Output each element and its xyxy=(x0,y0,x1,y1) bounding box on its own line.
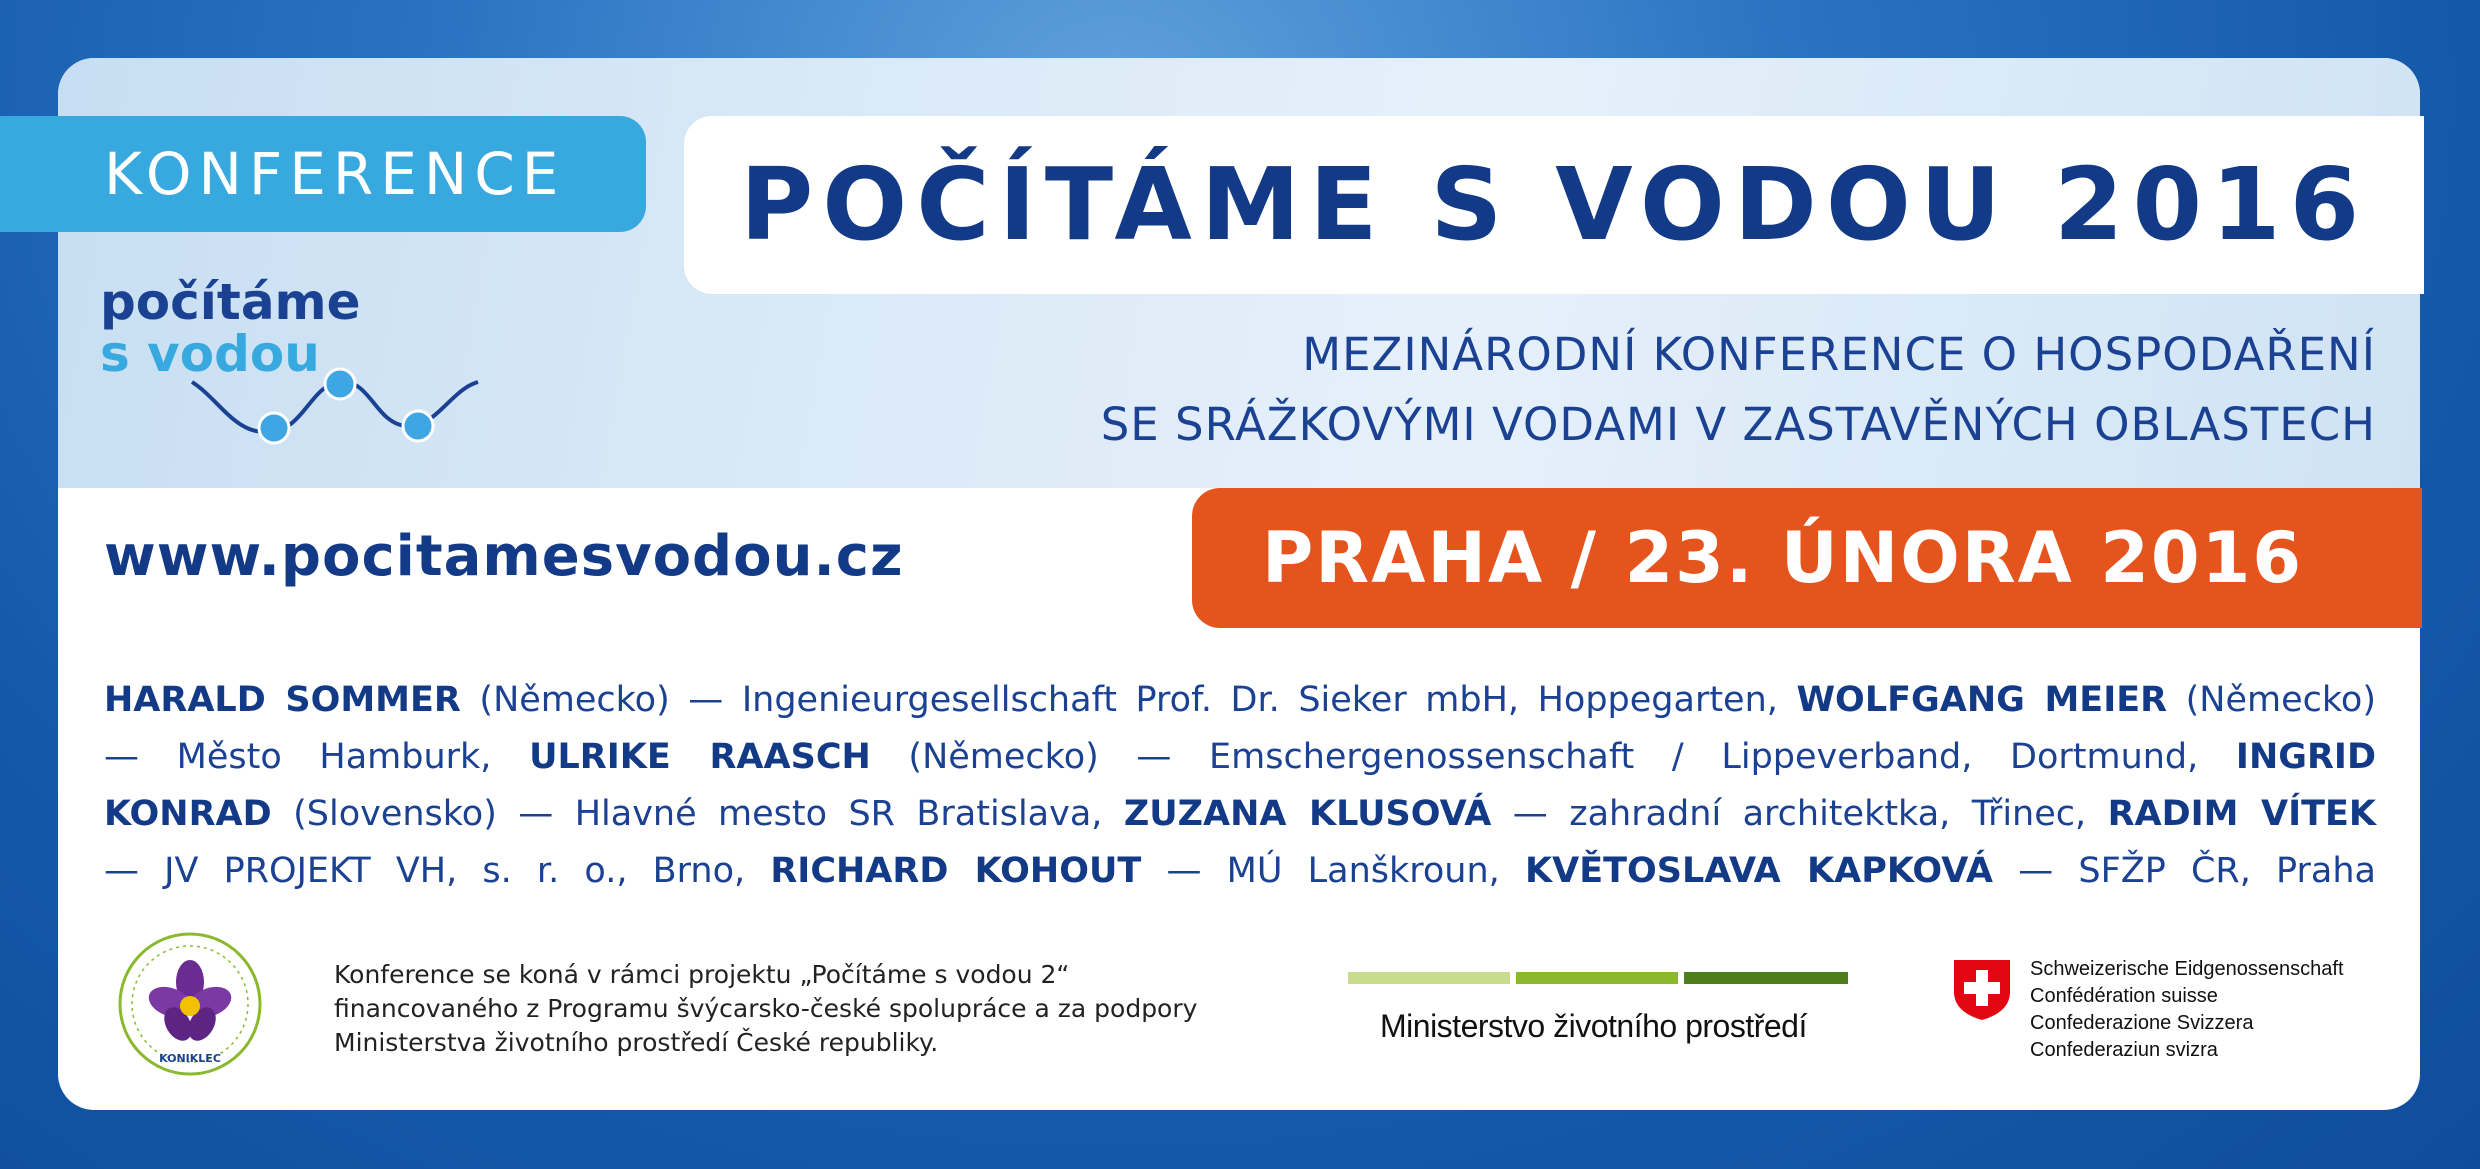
speaker-detail: — JV PROJEKT VH, s. r. o., Brno, xyxy=(104,851,771,891)
subtitle-line1: MEZINÁRODNÍ KONFERENCE O HOSPODAŘENÍ xyxy=(1302,328,2376,381)
speaker-detail: — Město Hamburk, xyxy=(104,737,530,777)
speaker-name: KONRAD xyxy=(104,794,272,834)
ministry-bar-light xyxy=(1348,972,1510,984)
speaker-name: HARALD SOMMER xyxy=(104,680,461,720)
ministry-name: Ministerstvo životního prostředí xyxy=(1380,1008,1807,1044)
swiss-line: Schweizerische Eidgenossenschaft xyxy=(2030,958,2344,980)
swiss-line: Confederaziun svizra xyxy=(2030,1039,2218,1061)
speaker-detail: (Německo) xyxy=(2167,680,2376,720)
speaker-detail: — SFŽP ČR, Praha xyxy=(1993,851,2377,891)
speaker-detail: (Německo) — Emschergenossenschaft / Lippeverband, Dortmund, xyxy=(870,737,2236,777)
swiss-line: Confédération suisse xyxy=(2030,985,2218,1007)
speakers-line xyxy=(104,843,2376,900)
konference-label: KONFERENCE xyxy=(104,140,566,208)
funding-line: financovaného z Programu švýcarsko-české spolupráce a za podpory xyxy=(334,994,1198,1023)
speakers-line xyxy=(104,729,2376,786)
water-drops-wave-icon xyxy=(190,360,480,460)
swiss-cross-shield-icon xyxy=(1952,958,2012,1022)
speaker-name: RICHARD KOHOUT xyxy=(770,851,1142,891)
speaker-name: RADIM VÍTEK xyxy=(2107,794,2376,834)
funding-line: Konference se koná v rámci projektu „Počítáme s vodou 2“ xyxy=(334,960,1070,989)
subtitle-line2: SE SRÁŽKOVÝMI VODAMI V ZASTAVĚNÝCH OBLASTECH xyxy=(1100,398,2376,451)
page-title: POČÍTÁME S VODOU 2016 xyxy=(740,146,2369,263)
funding-line: Ministerstva životního prostředí České republiky. xyxy=(334,1028,939,1057)
website-url[interactable]: www.pocitamesvodou.cz xyxy=(104,524,904,589)
speaker-name: ULRIKE RAASCH xyxy=(529,737,871,777)
speaker-detail: (Slovensko) — Hlavné mesto SR Bratislava, xyxy=(271,794,1124,834)
speakers-line xyxy=(104,786,2376,843)
speaker-detail: (Německo) — Ingenieurgesellschaft Prof. Dr. Sieker mbH, Hoppegarten, xyxy=(460,680,1797,720)
ministry-color-bars xyxy=(1348,972,1848,984)
speaker-name: WOLFGANG MEIER xyxy=(1796,680,2168,720)
logo-text-line1: počítáme xyxy=(100,273,361,331)
ministry-logo xyxy=(1348,972,1848,1052)
ministry-bar-dark xyxy=(1684,972,1848,984)
swiss-line: Confederazione Svizzera xyxy=(2030,1012,2254,1034)
ministry-bar-mid xyxy=(1516,972,1678,984)
logo-text-line2: s vodou xyxy=(100,325,320,383)
speaker-detail: — zahradní architektka, Třinec, xyxy=(1491,794,2108,834)
speaker-detail: — MÚ Lanškroun, xyxy=(1141,851,1525,891)
funding-text xyxy=(334,958,1314,1060)
speaker-name: KVĚTOSLAVA KAPKOVÁ xyxy=(1524,851,1994,891)
swiss-confederation-text xyxy=(2030,956,2344,1064)
speaker-name: ZUZANA KLUSOVÁ xyxy=(1123,794,1492,834)
koniklec-logo xyxy=(116,930,264,1078)
event-date: PRAHA / 23. ÚNORA 2016 xyxy=(1262,517,2304,599)
speakers-line xyxy=(104,672,2376,729)
speakers-list xyxy=(104,672,2376,900)
speaker-name: INGRID xyxy=(2235,737,2376,777)
koniklec-name: KONIKLEC xyxy=(159,1052,221,1065)
